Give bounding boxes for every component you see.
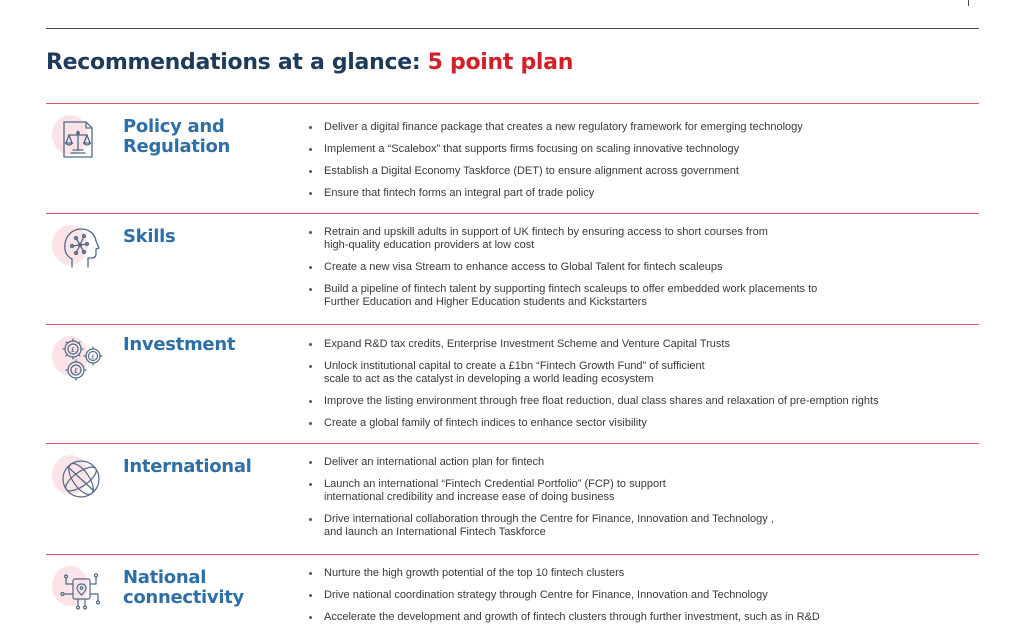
list-item: Deliver a digital finance package that creates a new regulatory framework for emerging technology [308,121,973,134]
list-item: Create a new visa Stream to enhance access to Global Talent for fintech scaleups [308,261,973,274]
list-item: Build a pipeline of fintech talent by supporting fintech scaleups to offer embedded work placements to Further Education and Higher Education students and Kickstarters [308,283,973,309]
ai-head-icon [52,221,106,273]
list-item: Ensure that fintech forms an integral part of trade policy [308,187,973,200]
title-main: Recommendations at a glance: [46,50,428,75]
list-item: Drive international collaboration through the Centre for Finance, Innovation and Technology , and launch an International Fintech Taskforce [308,513,973,539]
list-item: Implement a “Scalebox” that supports firms focusing on scaling innovative technology [308,143,973,156]
bullet-list [308,226,973,318]
globe-icon [52,451,106,503]
list-item: Expand R&D tax credits, Enterprise Investment Scheme and Venture Capital Trusts [308,338,973,351]
bullet-list [308,338,973,439]
section-investment [46,324,979,443]
svg-text:£: £ [91,354,95,361]
section-divider [46,443,979,444]
list-item: Deliver an international action plan for fintech [308,456,973,469]
section-policy-regulation [46,103,979,213]
section-divider [46,213,979,214]
pound-gears-icon [52,332,106,384]
network-location-icon [52,562,106,614]
top-rule [46,28,979,29]
section-divider [46,103,979,104]
list-item: Establish a Digital Economy Taskforce (DET) to ensure alignment across government [308,165,973,178]
section-divider [46,554,979,555]
section-heading: Investment [123,334,236,355]
section-heading: Skills [123,226,176,247]
bullet-list [308,456,973,548]
list-item: Retrain and upskill adults in support of UK fintech by ensuring access to short courses from high-quality education providers at low cost [308,226,973,252]
corner-mark [968,0,969,6]
section-international [46,443,979,554]
bullet-list [308,567,973,633]
list-item: Unlock institutional capital to create a £1bn “Fintech Growth Fund” of sufficient scale to act as the catalyst in developing a world leading ecosystem [308,360,973,386]
title-accent: 5 point plan [427,50,574,75]
scales-document-icon [52,111,106,163]
section-heading: National connectivity [123,567,244,608]
list-item: Create a global family of fintech indices to enhance sector visibility [308,417,973,430]
bullet-list [308,121,973,209]
list-item: Drive national coordination strategy through Centre for Finance, Innovation and Technology [308,589,973,602]
page-title [46,50,573,75]
list-item: Accelerate the development and growth of fintech clusters through further investment, such as in R&D [308,611,973,624]
section-divider [46,324,979,325]
section-national-connectivity [46,554,979,640]
section-heading: International [123,456,252,477]
section-heading: Policy and Regulation [123,116,231,157]
svg-text:£: £ [73,367,79,375]
list-item: Improve the listing environment through free float reduction, dual class shares and relaxation of pre-emption rights [308,395,973,408]
list-item: Nurture the high growth potential of the top 10 fintech clusters [308,567,973,580]
list-item: Launch an international “Fintech Credential Portfolio” (FCP) to support international credibility and increase ease of doing business [308,478,973,504]
section-skills [46,213,979,324]
svg-text:£: £ [70,346,76,354]
